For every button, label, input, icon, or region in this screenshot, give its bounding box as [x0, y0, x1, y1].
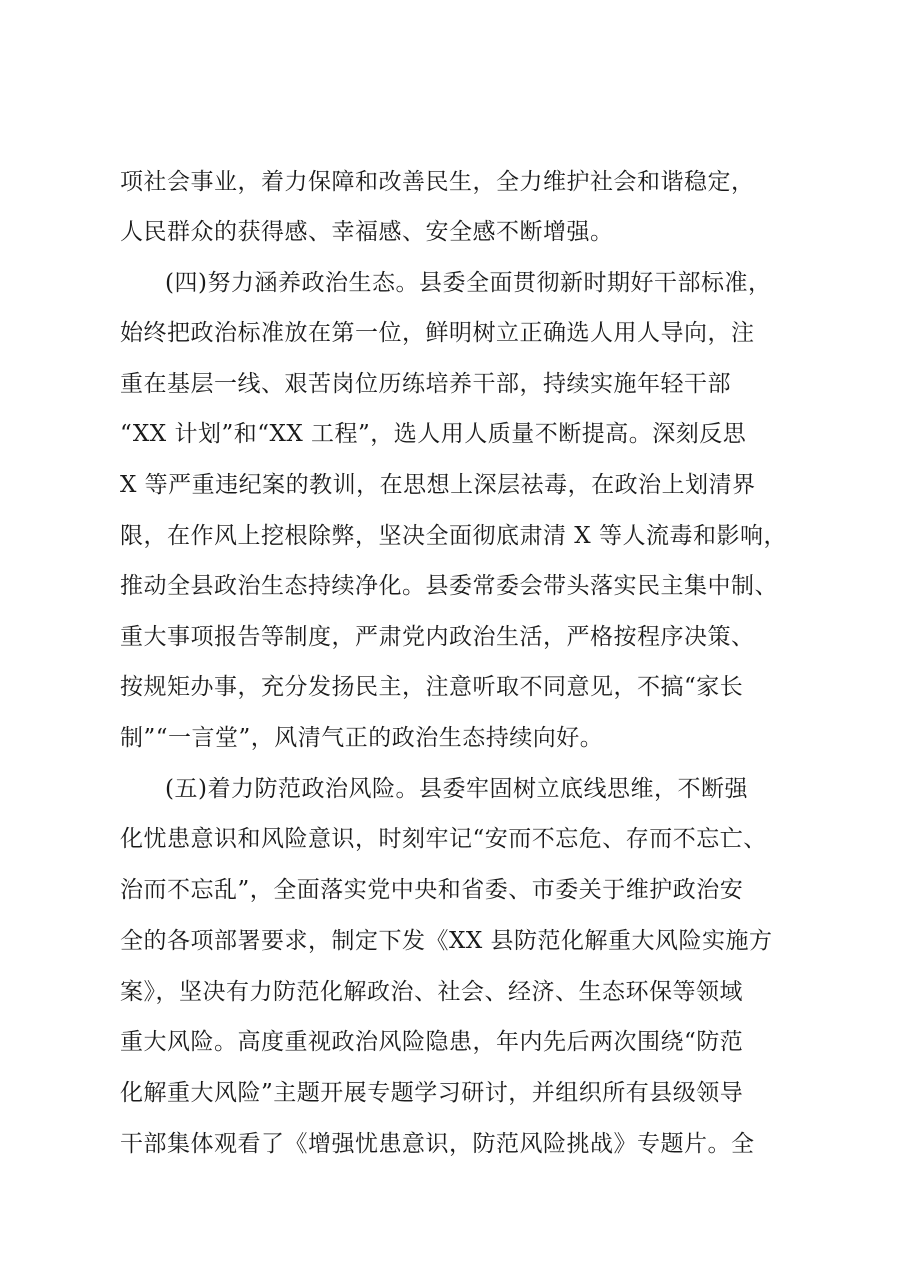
paragraph-heading-5: (五)着力防范政治风险。县委牢固树立底线思维，不断强 — [165, 776, 748, 802]
text-line: 按规矩办事，充分发扬民主，注意听取不同意见，不搞“家长 — [120, 674, 744, 700]
text-line: “XX 计划”和“XX 工程”，选人用人质量不断提高。深刻反思 — [120, 421, 747, 447]
text-line: 全的各项部署要求，制定下发《XX 县防范化解重大风险实施方 — [120, 928, 773, 954]
text-line: 化忧患意识和风险意识，时刻牢记“安而不忘危、存而不忘亡、 — [120, 826, 767, 852]
paragraph-heading-4: (四)努力涵养政治生态。县委全面贯彻新时期好干部标准， — [165, 270, 772, 296]
text-line: 重在基层一线、艰苦岗位历练培养干部，持续实施年轻干部 — [120, 371, 731, 397]
text-line: 制”“一言堂”，风清气正的政治生态持续向好。 — [120, 725, 604, 751]
text-line: 重大风险。高度重视政治风险隐患，年内先后两次围绕“防范 — [120, 1029, 744, 1055]
text-line: 推动全县政治生态持续净化。县委常委会带头落实民主集中制、 — [120, 573, 778, 599]
text-line: 重大事项报告等制度，严肃党内政治生活，严格按程序决策、 — [120, 624, 755, 650]
text-line: 始终把政治标准放在第一位，鲜明树立正确选人用人导向，注 — [120, 320, 755, 346]
text-line: 项社会事业，着力保障和改善民生，全力维护社会和谐稳定， — [120, 169, 755, 195]
text-line: 干部集体观看了《增强忧患意识，防范风险挑战》专题片。全 — [120, 1131, 755, 1157]
text-line: X 等严重违纪案的教训，在思想上深层祛毒，在政治上划清界 — [120, 472, 756, 498]
text-line: 人民群众的获得感、幸福感、安全感不断增强。 — [120, 219, 614, 245]
text-line: 化解重大风险”主题开展专题学习研讨，并组织所有县级领导 — [120, 1080, 744, 1106]
text-line: 案》，坚决有力防范化解政治、社会、经济、生态环保等领域 — [120, 979, 743, 1005]
text-line: 治而不忘乱”，全面落实党中央和省委、市委关于维护政治安 — [120, 877, 744, 903]
text-line: 限，在作风上挖根除弊，坚决全面彻底肃清 X 等人流毒和影响， — [120, 523, 787, 549]
